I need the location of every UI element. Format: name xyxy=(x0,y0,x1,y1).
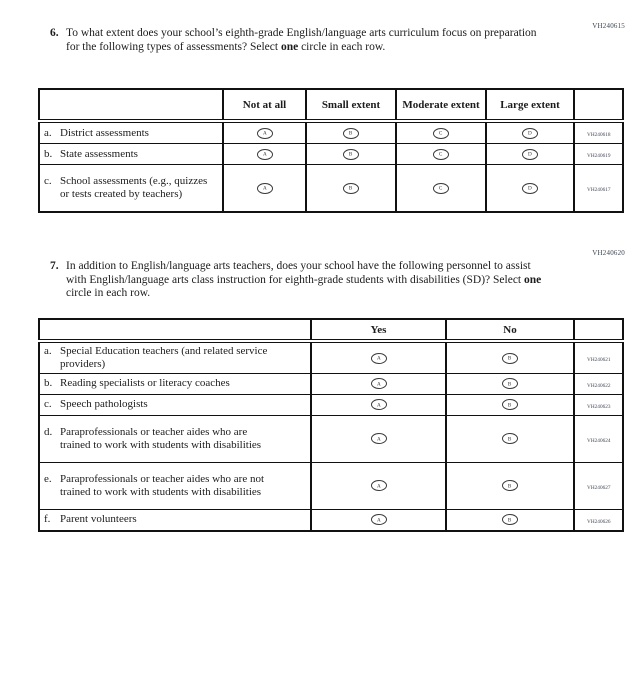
table-row xyxy=(39,415,623,462)
header-empty-label xyxy=(39,319,311,341)
item-label: Reading specialists or literacy coaches xyxy=(60,377,230,390)
question-6-text-lead: To what extent does your school’s eighth-grade English/language arts curriculum focus on preparation for the following types of assessments? Select xyxy=(66,27,537,53)
item-code-cell xyxy=(574,415,623,462)
option-cell-no xyxy=(446,341,574,373)
option-cell-not-at-all xyxy=(223,165,306,212)
header-not-at-all: Not at all xyxy=(223,89,306,121)
item-code-cell xyxy=(574,341,623,373)
answer-bubble-yes[interactable]: A xyxy=(371,480,387,491)
option-cell-moderate-extent xyxy=(396,144,486,165)
table-row xyxy=(39,373,623,394)
row-label-cell xyxy=(39,462,311,509)
row-label-cell xyxy=(39,341,311,373)
option-cell-large-extent xyxy=(486,121,574,144)
answer-bubble-b[interactable]: B xyxy=(343,183,359,194)
question-7-text-lead: In addition to English/language arts teachers, does your school have the following personnel to assist with English/language arts class instruction for eighth-grade students with disabilities (SD)? Select xyxy=(66,260,531,286)
item-label: State assessments xyxy=(60,147,138,160)
option-cell-large-extent xyxy=(486,144,574,165)
item-letter: e. xyxy=(44,473,52,485)
row-label-cell xyxy=(39,509,311,531)
answer-bubble-yes[interactable]: A xyxy=(371,353,387,364)
item-label: Parent volunteers xyxy=(60,513,137,526)
table-row xyxy=(39,144,623,165)
question-6-text xyxy=(66,27,550,54)
table-row xyxy=(39,341,623,373)
answer-bubble-no[interactable]: B xyxy=(502,378,518,389)
item-code: VH240627 xyxy=(586,484,611,490)
item-label: Special Education teachers (and related service providers) xyxy=(60,345,268,370)
option-cell-small-extent xyxy=(306,121,396,144)
answer-bubble-yes[interactable]: A xyxy=(371,514,387,525)
item-code: VH240619 xyxy=(586,152,611,159)
question-7 xyxy=(50,260,550,301)
header-small-extent: Small extent xyxy=(306,89,396,121)
question-7-number: 7. xyxy=(50,260,59,272)
answer-bubble-b[interactable]: B xyxy=(343,128,359,139)
answer-bubble-no[interactable]: B xyxy=(502,433,518,444)
item-code-cell xyxy=(574,144,623,165)
header-large-extent: Large extent xyxy=(486,89,574,121)
answer-bubble-a[interactable]: A xyxy=(257,183,273,194)
answer-bubble-yes[interactable]: A xyxy=(371,399,387,410)
answer-bubble-yes[interactable]: A xyxy=(371,433,387,444)
item-code-cell xyxy=(574,121,623,144)
item-code: VH240617 xyxy=(586,186,611,193)
item-code: VH240626 xyxy=(586,518,611,524)
item-letter: b. xyxy=(44,147,53,160)
item-letter: a. xyxy=(44,345,52,358)
item-label: District assessments xyxy=(60,126,149,139)
answer-bubble-a[interactable]: A xyxy=(257,149,273,160)
item-code-cell xyxy=(574,462,623,509)
table-header-row xyxy=(39,89,623,121)
item-label: Paraprofessionals or teacher aides who are trained to work with students with disabilities xyxy=(60,426,262,451)
item-label: Speech pathologists xyxy=(60,398,148,411)
item-code: VH240622 xyxy=(586,382,611,388)
item-letter: f. xyxy=(44,513,51,526)
answer-bubble-c[interactable]: C xyxy=(433,149,449,160)
answer-bubble-no[interactable]: B xyxy=(502,399,518,410)
row-label-cell xyxy=(39,121,223,144)
question-7-code: VH240620 xyxy=(592,249,625,257)
question-6-number: 6. xyxy=(50,27,59,39)
option-cell-yes xyxy=(311,462,446,509)
item-code-cell xyxy=(574,394,623,415)
header-yes: Yes xyxy=(311,319,446,341)
item-code: VH240618 xyxy=(586,131,611,138)
header-empty-code xyxy=(574,89,623,121)
option-cell-no xyxy=(446,394,574,415)
answer-bubble-b[interactable]: B xyxy=(343,149,359,160)
option-cell-no xyxy=(446,373,574,394)
row-label-cell xyxy=(39,144,223,165)
question-7-text-tail: circle in each row. xyxy=(66,287,151,299)
item-letter: c. xyxy=(44,398,52,411)
question-6-code: VH240615 xyxy=(592,22,625,30)
answer-bubble-c[interactable]: C xyxy=(433,183,449,194)
header-empty-label xyxy=(39,89,223,121)
question-6-bold-word: one xyxy=(280,40,299,53)
question-6-table xyxy=(38,88,624,213)
item-code-cell xyxy=(574,509,623,531)
question-7-text xyxy=(66,260,550,301)
answer-bubble-d[interactable]: D xyxy=(522,183,538,194)
answer-bubble-d[interactable]: D xyxy=(522,128,538,139)
item-letter: c. xyxy=(44,175,52,188)
table-header-row xyxy=(39,319,623,341)
question-7-bold-word: one xyxy=(524,273,542,286)
answer-bubble-a[interactable]: A xyxy=(257,128,273,139)
option-cell-not-at-all xyxy=(223,144,306,165)
option-cell-small-extent xyxy=(306,144,396,165)
item-letter: d. xyxy=(44,426,53,438)
question-7-table xyxy=(38,318,624,532)
answer-bubble-c[interactable]: C xyxy=(433,128,449,139)
table-row xyxy=(39,165,623,212)
option-cell-no xyxy=(446,415,574,462)
table-row xyxy=(39,462,623,509)
option-cell-moderate-extent xyxy=(396,165,486,212)
option-cell-small-extent xyxy=(306,165,396,212)
table-row xyxy=(39,509,623,531)
item-code-cell xyxy=(574,165,623,212)
option-cell-moderate-extent xyxy=(396,121,486,144)
item-code-cell xyxy=(574,373,623,394)
option-cell-large-extent xyxy=(486,165,574,212)
table-row xyxy=(39,121,623,144)
question-6-text-tail: circle in each row. xyxy=(298,40,386,53)
option-cell-not-at-all xyxy=(223,121,306,144)
option-cell-yes xyxy=(311,415,446,462)
item-label: School assessments (e.g., quizzes or tests created by teachers) xyxy=(60,175,208,200)
row-label-cell xyxy=(39,394,311,415)
header-empty-code xyxy=(574,319,623,341)
option-cell-yes xyxy=(311,341,446,373)
option-cell-no xyxy=(446,509,574,531)
row-label-cell xyxy=(39,415,311,462)
item-code: VH240624 xyxy=(586,437,611,443)
item-label: Paraprofessionals or teacher aides who are not trained to work with students with disabilities xyxy=(60,473,265,498)
question-6 xyxy=(50,27,550,54)
item-code: VH240621 xyxy=(586,356,611,363)
table-row xyxy=(39,394,623,415)
row-label-cell xyxy=(39,165,223,212)
option-cell-no xyxy=(446,462,574,509)
header-no: No xyxy=(446,319,574,341)
answer-bubble-d[interactable]: D xyxy=(522,149,538,160)
item-letter: a. xyxy=(44,126,52,139)
header-moderate-extent: Moderate extent xyxy=(396,89,486,121)
item-letter: b. xyxy=(44,377,53,390)
option-cell-yes xyxy=(311,394,446,415)
row-label-cell xyxy=(39,373,311,394)
option-cell-yes xyxy=(311,373,446,394)
option-cell-yes xyxy=(311,509,446,531)
answer-bubble-yes[interactable]: A xyxy=(371,378,387,389)
answer-bubble-no[interactable]: B xyxy=(502,480,518,491)
answer-bubble-no[interactable]: B xyxy=(502,514,518,525)
answer-bubble-no[interactable]: B xyxy=(502,353,518,364)
item-code: VH240623 xyxy=(586,403,611,409)
